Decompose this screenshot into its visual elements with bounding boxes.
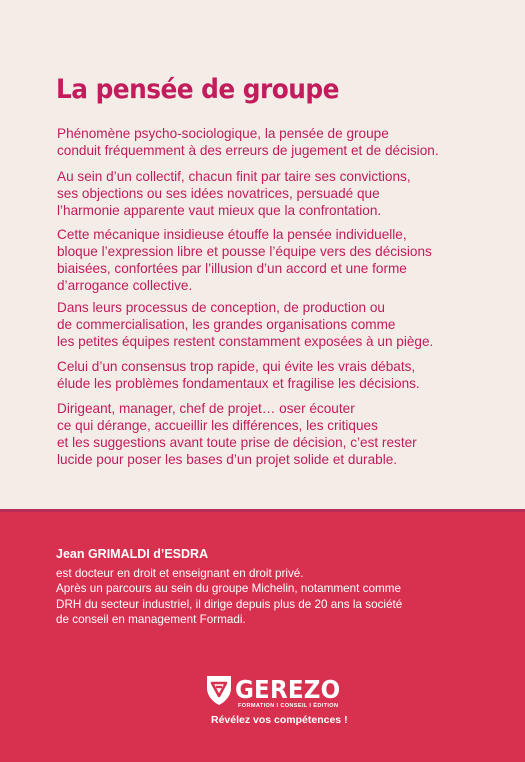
author-bio	[56, 566, 486, 627]
text-line: conduit fréquemment à des erreurs de jugement et de décision.	[57, 143, 439, 158]
text-line: Au sein d’un collectif, chacun finit par taire ses convictions,	[57, 169, 411, 184]
text-line: élude les problèmes fondamentaux et fragilise les décisions.	[57, 376, 420, 391]
text-line: ce qui dérange, accueillir les différences, les critiques	[57, 418, 378, 433]
bio-line: Après un parcours au sein du groupe Michelin, notamment comme	[56, 582, 401, 596]
bio-line: est docteur en droit et enseignant en droit privé.	[56, 567, 304, 580]
summary-paragraph-4	[57, 299, 497, 350]
summary-paragraph-5	[57, 358, 497, 392]
bio-line: de conseil en management Formadi.	[56, 612, 246, 626]
text-line: lucide pour poser les bases d’un projet solide et durable.	[57, 452, 398, 467]
summary-paragraph-1	[57, 125, 497, 159]
author-name: Jean GRIMALDI d’ESDRA	[56, 547, 209, 561]
summary-paragraph-2	[57, 168, 497, 219]
summary-paragraph-3	[57, 226, 497, 294]
text-line: les petites équipes restent constamment exposées à un piège.	[57, 334, 434, 349]
bio-line: DRH du secteur industriel, il dirige depuis plus de 20 ans la société	[56, 597, 403, 611]
text-line: de commercialisation, les grandes organisations comme	[57, 317, 396, 332]
text-line: Dirigeant, manager, chef de projet… oser écouter	[57, 401, 355, 416]
book-title: La pensée de groupe	[56, 74, 339, 105]
text-line: biaisées, confortées par l’illusion d’un accord et une forme	[57, 261, 407, 276]
text-line: Cette mécanique insidieuse étouffe la pensée individuelle,	[57, 227, 407, 242]
publisher-tagline: FORMATION I CONSEIL I ÉDITION	[238, 703, 339, 709]
publisher-name: GEREZO	[235, 675, 341, 704]
text-line: Celui d’un consensus trop rapide, qui évite les vrais débats,	[57, 359, 416, 374]
text-line: bloque l’expression libre et pousse l’équipe vers des décisions	[57, 244, 432, 259]
text-line: ses objections ou ses idées novatrices, persuadé que	[57, 186, 380, 201]
text-line: Dans leurs processus de conception, de production ou	[57, 300, 385, 315]
publisher-slogan: Révélez vos compétences !	[211, 714, 348, 726]
gereso-shield-icon	[205, 674, 233, 706]
summary-paragraph-6	[57, 400, 497, 468]
text-line: et les suggestions avant toute prise de décision, c’est rester	[57, 435, 417, 450]
text-line: l’harmonie apparente vaut mieux que la confrontation.	[57, 203, 382, 218]
text-line: d’arrogance collective.	[57, 278, 193, 293]
text-line: Phénomène psycho-sociologique, la pensée de groupe	[57, 126, 389, 141]
